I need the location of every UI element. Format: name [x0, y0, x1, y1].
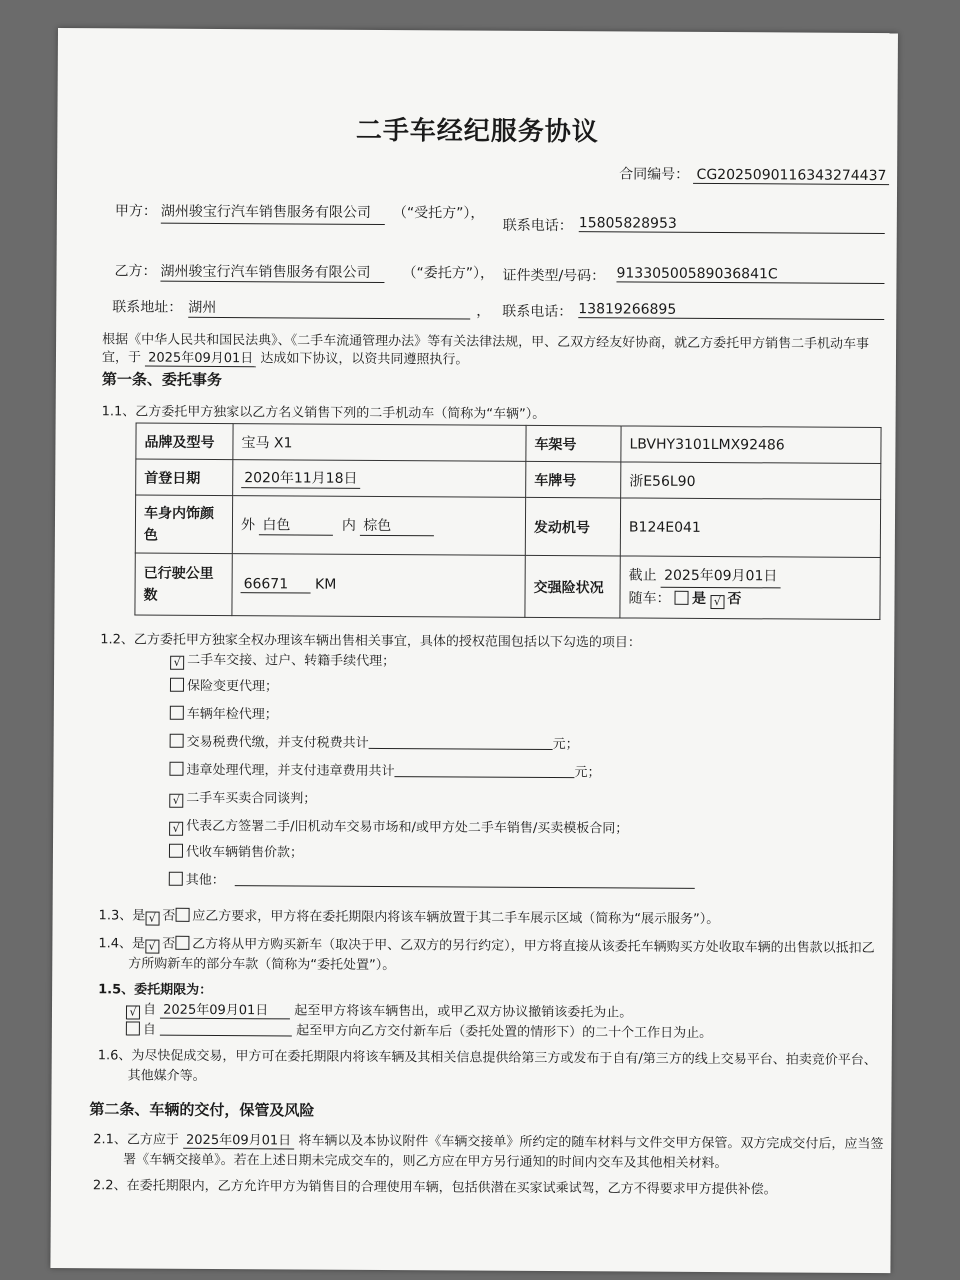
clause-1-4-no: 否	[162, 936, 176, 952]
item-text: 代收车辆销售价款；	[185, 844, 304, 861]
party-b-name: 湖州骏宝行汽车销售服务有限公司	[160, 261, 384, 283]
item-text: 车辆年检代理；	[186, 706, 278, 723]
item-checkbox[interactable]	[169, 762, 183, 776]
vin-label: 车架号	[526, 425, 621, 462]
party-b-label: 乙方：	[114, 263, 157, 280]
table-row	[136, 459, 881, 500]
clause-1-6-line-2: 其他媒介等。	[127, 1068, 206, 1084]
list-item	[170, 649, 395, 671]
list-item	[170, 731, 579, 752]
item-suffix: 元；	[574, 765, 601, 781]
plate-label: 车牌号	[526, 461, 621, 498]
yes-checkbox[interactable]: √	[145, 912, 159, 926]
preamble-line-2	[102, 346, 469, 368]
yes-checkbox[interactable]	[675, 591, 689, 605]
term-2-checkbox[interactable]	[126, 1021, 140, 1035]
color-label: 车身内饰颜色	[135, 495, 232, 554]
no-checkbox[interactable]: √	[710, 595, 724, 609]
clause-1-2-intro: 1.2、乙方委托甲方独家全权办理该车辆出售相关事宜，具体的授权范围包括以下勾选的项目：	[100, 632, 641, 651]
item-checkbox[interactable]	[169, 844, 183, 858]
insurance-cell	[620, 556, 880, 620]
clause-1-4-num: 1.4、是	[98, 936, 146, 952]
vehicle-table	[134, 422, 881, 620]
plate-value: 浙E56L90	[621, 462, 881, 500]
reg-label: 首登日期	[136, 459, 233, 496]
item-text: 二手车交接、过户、转籍手续代理；	[187, 652, 396, 670]
vin-value: LBVHY3101LMX92486	[621, 426, 881, 464]
clause-2-2: 2.2、在委托期限内，乙方允许甲方为销售目的合理使用车辆，包括供潜在买家试乘试驾，乙方不得要求甲方提供补偿。	[92, 1178, 777, 1198]
item-checkbox[interactable]: √	[169, 822, 183, 836]
list-item	[169, 841, 303, 861]
mileage-label: 已行驶公里数	[135, 553, 232, 616]
section-1-title: 第一条、委托事务	[101, 370, 222, 390]
item-checkbox[interactable]	[170, 706, 184, 720]
term-1-date: 2025年09月01日	[160, 999, 290, 1020]
term-1-checkbox[interactable]: √	[126, 1005, 140, 1019]
with-car-label: 随车：	[628, 590, 671, 607]
clause-1-1: 1.1、乙方委托甲方独家以乙方名义销售下列的二手机动车（简称为“车辆”）。	[101, 404, 546, 422]
party-b-phone: 13819266895	[578, 301, 884, 320]
insurance-until: 2025年09月01日	[661, 565, 780, 589]
item-text: 其他：	[185, 872, 225, 889]
term-1-pre: 自	[142, 1002, 157, 1018]
item-text: 保险变更代理；	[186, 678, 279, 695]
engine-value: B124E041	[620, 498, 880, 558]
mileage-value: 66671	[241, 576, 311, 593]
int-color: 棕色	[360, 515, 434, 536]
int-label: 内	[341, 517, 356, 534]
party-b-role: （“委托方”），	[402, 265, 495, 282]
ext-label: 外	[240, 517, 256, 534]
clause-2-1-pre: 2.1、乙方应于	[93, 1132, 179, 1148]
preamble-date: 2025年09月01日	[145, 347, 256, 368]
clause-1-3-num: 1.3、是	[98, 908, 146, 924]
contract-paper	[50, 28, 898, 1273]
clause-1-6-line-1: 1.6、为尽快促成交易，甲方可在委托期限内将该车辆及其相关信息提供给第三方或发布于自有/第三方的线上交易平台、拍卖竞价平台、	[97, 1048, 877, 1069]
item-checkbox[interactable]: √	[170, 656, 184, 670]
party-b-id: 91330500589036841C	[616, 265, 884, 284]
violation-amount-blank[interactable]	[394, 764, 574, 778]
section-2-title: 第二条、车辆的交付，保管及风险	[89, 1100, 315, 1120]
ext-color: 白色	[259, 514, 333, 535]
document-title: 二手车经纪服务协议	[355, 115, 599, 148]
list-item	[169, 869, 695, 891]
item-text: 交易税费代缴，并支付税费共计	[186, 734, 369, 751]
mileage-cell	[232, 554, 525, 618]
term-option-2	[126, 1018, 712, 1041]
clause-1-4-line-2: 方所购新车的部分车款（简称为“委托处置”）。	[128, 956, 396, 974]
brand-value: 宝马 X1	[233, 424, 526, 462]
brand-label: 品牌及型号	[136, 423, 233, 460]
clause-2-1-line-2: 署《车辆交接单》。若在上述日期未完成交车的，则乙方应在甲方另行通知的时间内交车及其他相关材料。	[123, 1152, 728, 1172]
item-checkbox[interactable]	[170, 678, 184, 692]
other-blank[interactable]	[235, 873, 695, 889]
item-text: 违章处理代理，并支付违章费用共计	[186, 762, 395, 780]
term-1-text: 起至甲方将该车辆售出，或甲乙双方协议撤销该委托为止。	[294, 1003, 633, 1021]
insurance-until-row	[629, 564, 872, 588]
no-label: 否	[727, 591, 742, 608]
address-value: 湖州	[188, 297, 470, 320]
list-item	[170, 675, 278, 695]
clause-1-4-text: 乙方将从甲方购买新车（取决于甲、乙双方的另行约定），甲方将直接从该委托车辆购买方处收取车辆的出售款以抵扣乙	[192, 936, 875, 957]
mileage-unit: KM	[315, 576, 337, 593]
yes-label: 是	[691, 590, 707, 607]
clause-1-3-text: 应乙方要求，甲方将在委托期限内将该车辆放置于其二手车展示区域（简称为“展示服务”）。	[192, 908, 720, 928]
contract-number-label: 合同编号：	[619, 166, 690, 183]
item-suffix: 元；	[552, 737, 579, 753]
clause-1-3-no: 否	[162, 908, 176, 924]
item-checkbox[interactable]: √	[169, 794, 183, 808]
yes-checkbox[interactable]: √	[145, 940, 159, 954]
party-a-label: 甲方：	[114, 203, 157, 220]
reg-cell	[233, 460, 526, 498]
table-row	[135, 553, 880, 620]
tax-amount-blank[interactable]	[369, 736, 553, 750]
party-a-phone: 15805828953	[579, 215, 885, 234]
insurance-label: 交强险状况	[525, 555, 620, 618]
list-item	[169, 787, 316, 809]
party-a-name: 湖州骏宝行汽车销售服务有限公司	[161, 201, 385, 225]
party-a-phone-label: 联系电话：	[502, 217, 573, 235]
address-separator: ，	[476, 303, 491, 320]
term-2-text: 起至甲方向乙方交付新车后（委托处置的情形下）的二十个工作日为止。	[296, 1023, 713, 1042]
item-text: 二手车买卖合同谈判；	[186, 790, 317, 807]
party-b-id-label: 证件类型/号码：	[502, 267, 606, 285]
item-text: 代表乙方签署二手/旧机动车交易市场和/或甲方处二手车销售/买卖模板合同；	[186, 818, 629, 837]
table-row	[135, 495, 880, 558]
party-a-role: （“受托方”），	[392, 205, 485, 222]
contract-number-row	[619, 163, 889, 185]
list-item	[170, 703, 278, 723]
address-label: 联系地址：	[112, 299, 183, 316]
clause-1-3	[99, 904, 720, 929]
clause-2-1-date: 2025年09月01日	[183, 1129, 294, 1150]
no-checkbox[interactable]	[175, 936, 189, 950]
term-2-date-blank[interactable]	[160, 1023, 292, 1037]
clause-1-5-title: 1.5、委托期限为：	[98, 982, 213, 998]
table-row	[136, 423, 881, 464]
list-item	[169, 759, 600, 781]
clause-2-1-text: 将车辆以及本协议附件《车辆交接单》所约定的随车材料与文件交甲方保管。双方完成交付后，应当签	[298, 1133, 884, 1153]
engine-label: 发动机号	[525, 497, 620, 556]
list-item	[169, 815, 628, 839]
insurance-until-label: 截止	[628, 567, 657, 584]
preamble-line-1: 根据《中华人民共和国民法典》、《二手车流通管理办法》等有关法律法规，甲、乙双方经友好协商，就乙方委托甲方销售二手机动车事	[102, 332, 870, 352]
no-checkbox[interactable]	[175, 908, 189, 922]
color-cell	[232, 496, 525, 556]
party-b-phone-label: 联系电话：	[502, 303, 573, 321]
with-car-row	[628, 587, 871, 610]
reg-value: 2020年11月18日	[241, 467, 360, 489]
term-2-pre: 自	[142, 1022, 156, 1038]
item-checkbox[interactable]	[170, 734, 184, 748]
contract-number: CG2025090116343274437	[694, 167, 890, 185]
preamble-pre: 宜，于	[101, 350, 142, 366]
preamble-post: 达成如下协议，以资共同遵照执行。	[260, 351, 469, 368]
item-checkbox[interactable]	[169, 872, 183, 886]
